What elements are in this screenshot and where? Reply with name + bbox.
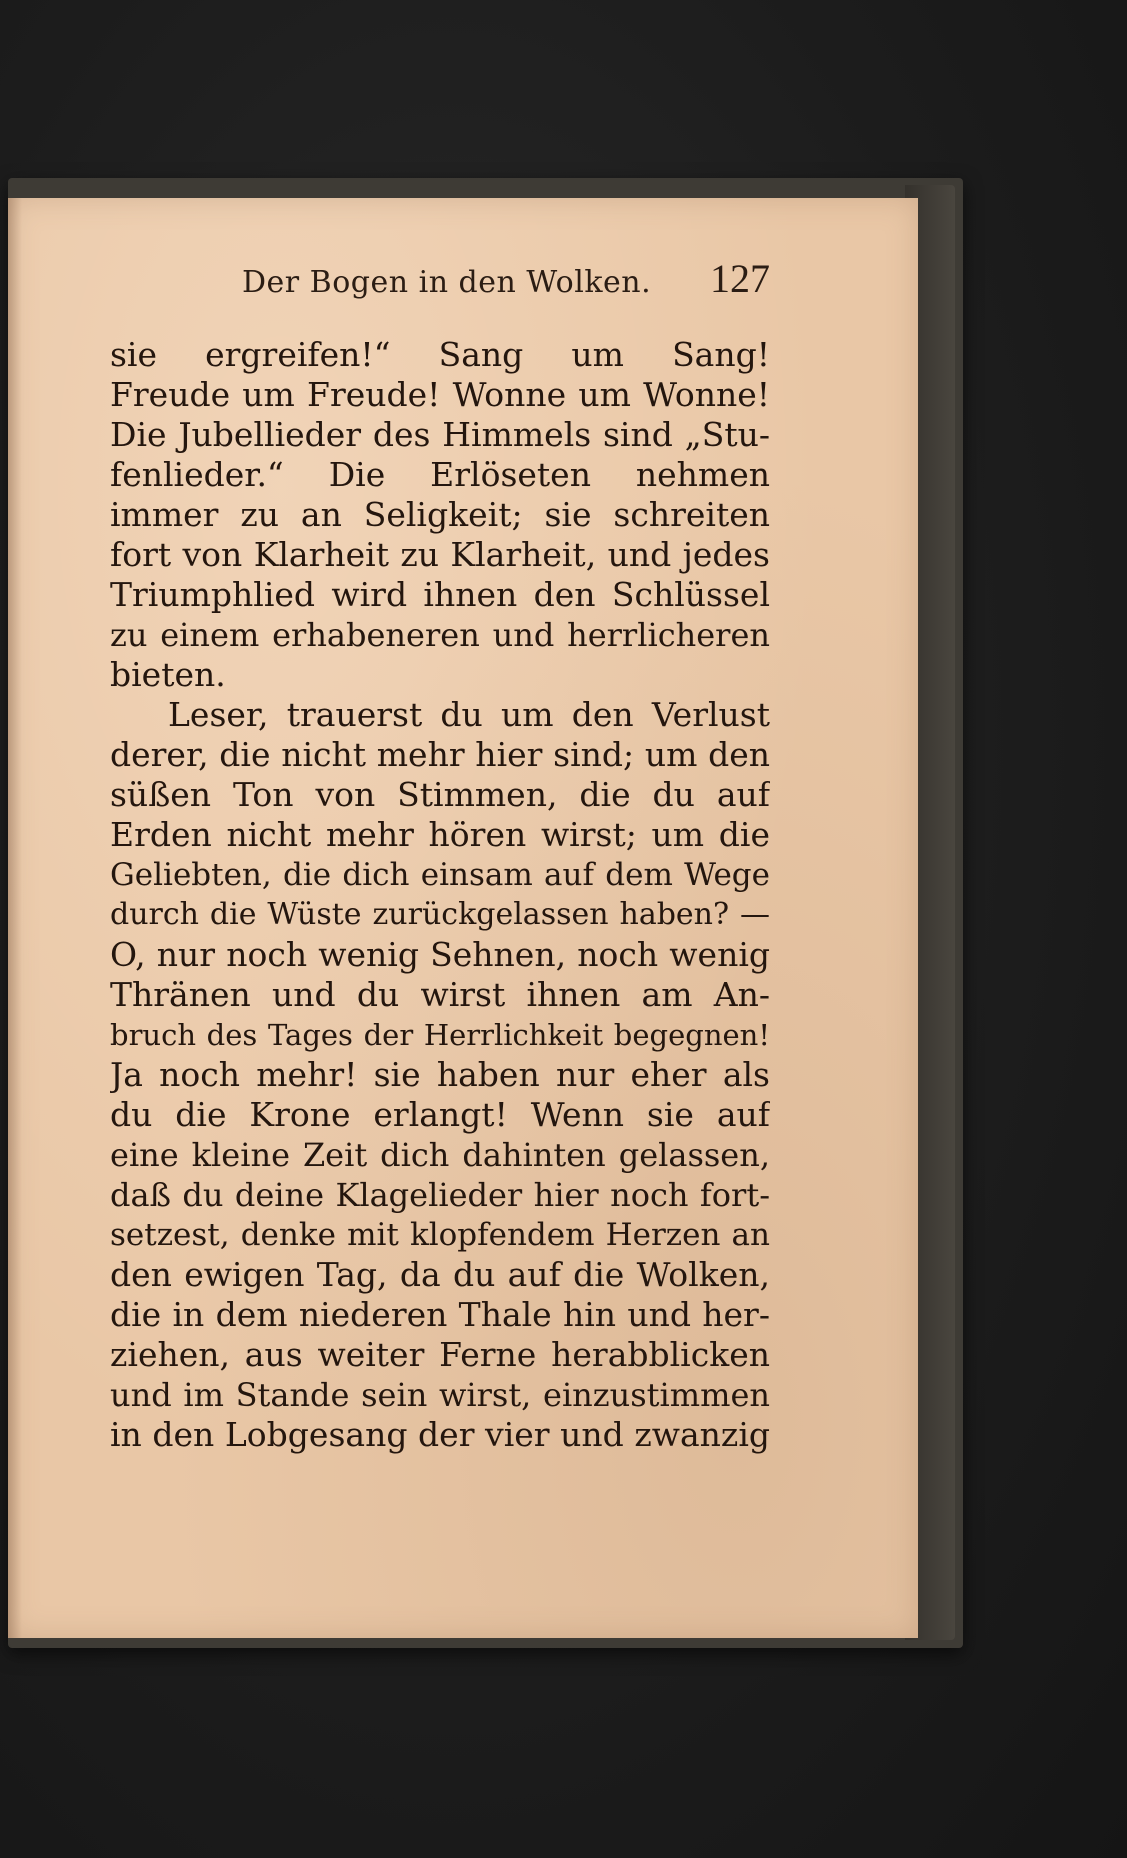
text-line: Erden nicht mehr hören wirst; um die — [110, 815, 770, 854]
text-line: Triumphlied wird ihnen den Schlüssel — [110, 575, 770, 614]
text-line: O, nur noch wenig Sehnen, noch wenig — [110, 935, 770, 974]
text-line: daß du deine Klagelieder hier noch fort- — [110, 1176, 770, 1214]
text-line: eine kleine Zeit dich dahinten gelassen, — [110, 1136, 770, 1174]
text-line: ziehen, aus weiter Ferne herabblicken — [110, 1335, 770, 1374]
text-line: die in dem niederen Thale hin und her- — [110, 1295, 770, 1334]
running-head — [110, 255, 770, 305]
text-line: Freude um Freude! Wonne um Wonne! — [110, 375, 770, 414]
text-line: sie ergreifen!“ Sang um Sang! — [110, 335, 770, 374]
page-number: 127 — [710, 256, 770, 301]
text-line: Leser, trauerst du um den Verlust — [168, 695, 770, 734]
text-line: Ja noch mehr! sie haben nur eher als — [110, 1055, 770, 1094]
page-gutter-shadow — [8, 198, 22, 1638]
text-line: setzest, denke mit klopfendem Herzen an — [110, 1217, 770, 1253]
text-line: fort von Klarheit zu Klarheit, und jedes — [110, 535, 770, 574]
text-line: und im Stande sein wirst, einzustimmen — [110, 1376, 770, 1414]
running-title: Der Bogen in den Wolken. — [242, 265, 652, 300]
text-line: fenlieder.“ Die Erlöseten nehmen — [110, 455, 770, 494]
text-line: immer zu an Seligkeit; sie schreiten — [110, 495, 770, 534]
text-line: Geliebten, die dich einsam auf dem Wege — [110, 857, 770, 893]
text-line: zu einem erhabeneren und herrlicheren — [110, 616, 770, 654]
text-line: derer, die nicht mehr hier sind; um den — [110, 735, 770, 774]
text-line: du die Krone erlangt! Wenn sie auf — [110, 1095, 770, 1134]
text-line: bruch des Tages der Herrlichkeit begegnen! — [110, 1018, 770, 1052]
text-line: bieten. — [110, 655, 226, 694]
text-line: süßen Ton von Stimmen, die du auf — [110, 775, 770, 814]
text-line: in den Lobgesang der vier und zwanzig — [110, 1415, 770, 1454]
body-text — [110, 335, 770, 1455]
text-line: den ewigen Tag, da du auf die Wolken, — [110, 1255, 770, 1294]
text-line: Thränen und du wirst ihnen am An- — [110, 975, 770, 1014]
text-line: durch die Wüste zurückgelassen haben? — — [110, 897, 770, 932]
text-line: Die Jubellieder des Himmels sind „Stu- — [110, 415, 770, 454]
